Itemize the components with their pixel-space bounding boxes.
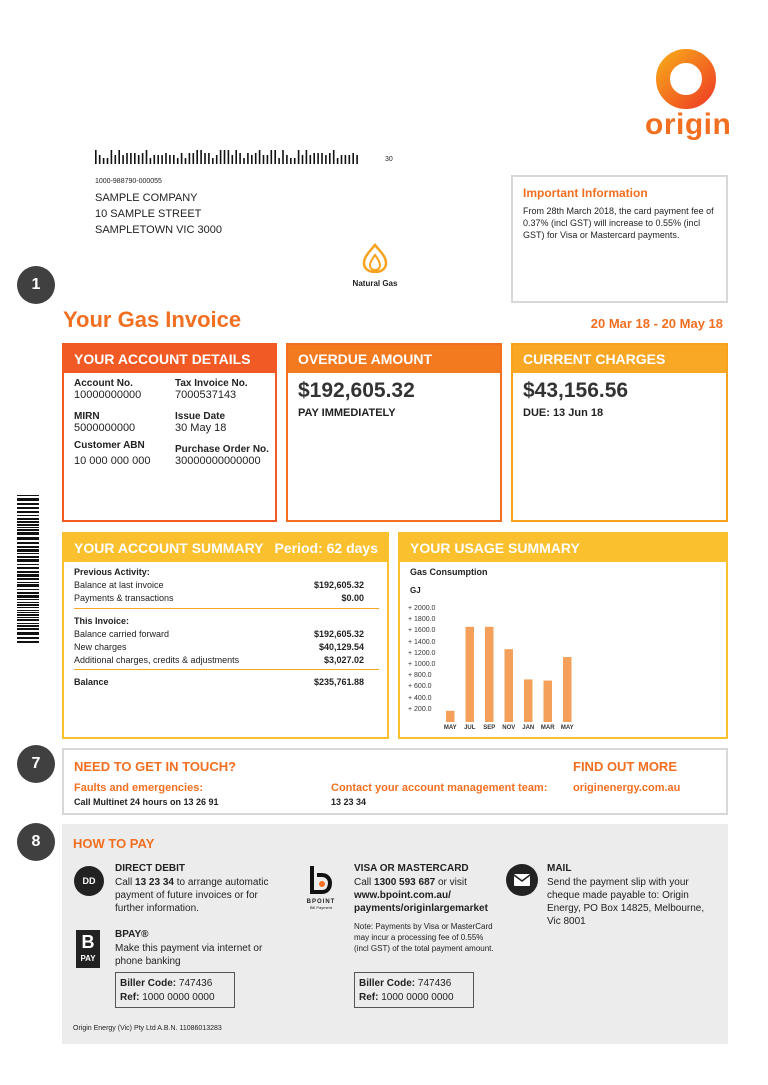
barcode-bar [200, 150, 202, 164]
barcode-bar [298, 150, 300, 164]
barcode-bar [17, 571, 39, 573]
invoice-title: Your Gas Invoice [63, 307, 242, 332]
barcode-bar [173, 155, 175, 164]
barcode-bar [150, 158, 152, 164]
bpay-biller-box [115, 972, 235, 1008]
x-tick-label: MAR [540, 725, 555, 731]
barcode-number: 30 [385, 156, 393, 163]
bpay-icon-b: B [81, 932, 95, 952]
barcode-bar [271, 150, 273, 164]
barcode-bar [17, 578, 39, 580]
balance-row [74, 677, 364, 687]
bpay-body: Make this payment via internet or phone banking [115, 943, 263, 967]
barcode-bar [17, 559, 39, 562]
barcode-bar [134, 153, 136, 164]
account-summary-header [64, 534, 387, 562]
card-title: VISA OR MASTERCARD [354, 863, 469, 874]
section-badge-1: 1 [17, 266, 55, 304]
barcode-bar [99, 155, 101, 164]
customer-abn-label: Customer ABN [74, 440, 145, 451]
usage-summary-box [398, 532, 728, 739]
barcode-bar [302, 155, 304, 164]
account-summary-box [62, 532, 389, 739]
bpoint-label: BPOINT [306, 899, 336, 905]
summary-row [74, 655, 364, 665]
x-axis [408, 600, 608, 730]
contact-team-title: Contact your account management team: [331, 782, 548, 794]
summary-row [74, 629, 364, 639]
biller-label: Biller Code: [359, 978, 416, 989]
tax-invoice-label: Tax Invoice No. [175, 378, 248, 389]
row-label: New charges [74, 642, 127, 652]
mirn-label: MIRN [74, 411, 100, 422]
barcode-bar [17, 567, 39, 569]
row-label: Payments & transactions [74, 593, 174, 603]
mail-body: Send the payment slip with your cheque made payable to: Origin Energy, PO Box 14825, Melbourne, Vic 8001 [547, 877, 705, 927]
barcode-bar [310, 155, 312, 164]
barcode-bar [17, 584, 39, 587]
barcode-bar [126, 153, 128, 164]
balance-value: $235,761.88 [313, 677, 364, 687]
y-tick-label: + 1200.0 [408, 649, 436, 657]
current-charges-header: CURRENT CHARGES [513, 345, 726, 373]
customer-abn-value: 10 000 000 000 [74, 455, 151, 467]
barcode-bar [17, 589, 39, 590]
x-tick-label: MAY [560, 725, 574, 731]
usage-unit: GJ [410, 586, 421, 595]
barcode-bar [239, 153, 241, 164]
barcode-bar [165, 153, 167, 164]
card-call: Call [354, 877, 372, 888]
issue-date-value: 30 May 18 [175, 422, 227, 434]
how-to-pay-header: HOW TO PAY [73, 836, 155, 851]
row-value: $3,027.02 [323, 655, 364, 665]
ref-value: 1000 0000 0000 [142, 992, 215, 1003]
barcode-bar [185, 158, 187, 164]
natural-gas-badge [340, 243, 410, 288]
barcode-bar [216, 155, 218, 164]
purchase-order-label: Purchase Order No. [175, 444, 269, 455]
barcode-bar [17, 574, 39, 577]
barcode-bar [17, 511, 39, 513]
contact-box [62, 748, 728, 815]
barcode-bar [220, 150, 222, 164]
barcode-bar [17, 592, 39, 594]
barcode-bar [325, 155, 327, 164]
card-or: or visit [437, 877, 467, 888]
biller-code: 747436 [417, 978, 452, 989]
ref-value: 1000 0000 0000 [381, 992, 454, 1003]
summary-row [74, 593, 364, 603]
this-invoice-title: This Invoice: [74, 616, 130, 626]
overdue-amount: $192,605.32 [298, 379, 415, 402]
barcode-bar [17, 625, 39, 627]
barcode-bar [345, 155, 347, 164]
side-barcode [17, 495, 39, 645]
x-tick-label: JUL [464, 725, 476, 731]
purchase-order-value: 30000000000000 [175, 455, 261, 467]
barcode-bar [118, 150, 120, 164]
barcode-bar [208, 153, 210, 164]
barcode-bar [352, 153, 354, 164]
address-line-1: SAMPLE COMPANY [95, 192, 198, 204]
barcode-bar [17, 617, 39, 618]
mirn-value: 5000000000 [74, 422, 136, 434]
barcode-bar [17, 521, 39, 523]
barcode-bar [294, 158, 296, 164]
row-value: $0.00 [341, 593, 364, 603]
find-out-more-header: FIND OUT MORE [573, 759, 677, 774]
current-due: DUE: 13 Jun 18 [523, 407, 604, 419]
barcode-bar [282, 150, 284, 164]
dd-icon-text: DD [82, 876, 96, 886]
section-badge-7: 7 [17, 745, 55, 783]
how-to-pay-panel [62, 824, 728, 1044]
account-summary-title: YOUR ACCOUNT SUMMARY [74, 540, 264, 556]
bpay-icon-pay: PAY [80, 954, 96, 963]
current-charges-box [511, 343, 728, 522]
website-link[interactable]: originenergy.com.au [573, 782, 681, 794]
summary-divider [74, 608, 379, 609]
important-info-box [511, 175, 728, 303]
barcode-bar [17, 637, 39, 639]
account-no-label: Account No. [74, 378, 133, 389]
barcode-bar [189, 153, 191, 164]
previous-activity-title: Previous Activity: [74, 567, 150, 577]
barcode-bar [17, 527, 39, 528]
barcode-bar [169, 155, 171, 164]
barcode-bar [259, 150, 261, 164]
bpoint-sub: Bill Payment [309, 905, 333, 910]
bpay-icon [76, 930, 100, 968]
address-line-3: SAMPLETOWN VIC 3000 [95, 224, 222, 236]
y-tick-label: + 1000.0 [408, 661, 436, 668]
barcode-bar [290, 158, 292, 164]
barcode-bar [232, 155, 234, 164]
y-tick-label: + 400.0 [408, 694, 432, 702]
dd-call: Call [115, 877, 133, 888]
fuel-label: Natural Gas [352, 279, 398, 288]
barcode-bar [161, 155, 163, 164]
barcode-bar [17, 532, 39, 535]
barcode-bar [17, 614, 39, 616]
barcode-bar [17, 628, 39, 630]
barcode-bar [157, 155, 159, 164]
barcode-bar [17, 553, 39, 554]
barcode-bar [224, 150, 226, 164]
barcode-bar [17, 612, 39, 613]
row-label: Additional charges, credits & adjustments [74, 655, 240, 665]
biller-label: Biller Code: [120, 978, 177, 989]
direct-debit-body [115, 876, 285, 915]
barcode-bar [17, 546, 39, 548]
barcode-bar [17, 515, 39, 516]
section-badge-8: 8 [17, 823, 55, 861]
usage-subtitle: Gas Consumption [410, 567, 488, 577]
y-tick-label: + 200.0 [408, 705, 432, 713]
row-value: $192,605.32 [313, 580, 364, 590]
barcode-bar [138, 155, 140, 164]
origin-logo [645, 48, 732, 144]
y-tick-label: + 1600.0 [408, 627, 436, 635]
bpoint-logo [296, 864, 346, 914]
summary-row [74, 642, 364, 652]
barcode-bar [193, 153, 195, 164]
barcode-bar [17, 564, 39, 565]
barcode-bar [17, 542, 39, 544]
barcode-bar [306, 150, 308, 164]
faults-title: Faults and emergencies: [74, 782, 203, 794]
barcode-bar [228, 150, 230, 164]
dd-phone: 13 23 34 [135, 877, 174, 888]
ref-label: Ref: [359, 992, 379, 1003]
important-info-body: From 28th March 2018, the card payment fee of 0.37% (incl GST) will increase to 0.55% (incl GST) for Visa or Mastercard payments. [523, 206, 714, 240]
barcode-bar [247, 153, 249, 164]
barcode-bar [130, 153, 132, 164]
barcode-bar [17, 623, 39, 624]
barcode-bar [17, 495, 39, 496]
card-phone: 1300 593 687 [374, 877, 436, 888]
barcode-bar [17, 632, 39, 635]
flame-icon [362, 243, 388, 273]
postal-barcode [95, 150, 365, 164]
barcode-bar [181, 153, 183, 164]
faults-body: Call Multinet 24 hours on 13 26 91 [74, 797, 219, 807]
invoice-period: 20 Mar 18 - 20 May 18 [590, 316, 723, 331]
barcode-bar [333, 150, 335, 164]
barcode-bar [111, 150, 113, 164]
row-label: Balance at last invoice [74, 580, 164, 590]
barcode-bar [17, 518, 39, 520]
barcode-bar [17, 610, 39, 611]
barcode-bar [235, 150, 237, 164]
y-tick-label: + 1800.0 [408, 616, 436, 624]
barcode-bar [17, 503, 39, 505]
barcode-bar [17, 604, 39, 606]
origin-ring-icon [645, 48, 727, 110]
x-tick-label: JAN [522, 725, 535, 731]
bpoint-icon [308, 864, 334, 894]
barcode-bar [263, 155, 265, 164]
origin-wordmark: origin [645, 108, 732, 141]
barcode-bar [17, 602, 39, 603]
barcode-bar [17, 599, 39, 600]
account-ref: 1000-988790-000055 [95, 178, 162, 185]
barcode-bar [154, 155, 156, 164]
dd-rest: to arrange automatic payment of future invoices or for further information. [115, 877, 269, 914]
x-tick-label: SEP [483, 725, 496, 731]
barcode-bar [243, 158, 245, 164]
barcode-bar [212, 158, 214, 164]
barcode-bar [356, 155, 358, 164]
account-details-header: YOUR ACCOUNT DETAILS [64, 345, 275, 373]
overdue-header: OVERDUE AMOUNT [288, 345, 500, 373]
barcode-bar [17, 595, 39, 598]
barcode-bar [286, 155, 288, 164]
barcode-bar [177, 158, 179, 164]
barcode-bar [17, 549, 39, 552]
barcode-bar [17, 529, 39, 531]
envelope-icon [506, 864, 538, 896]
barcode-bar [251, 155, 253, 164]
y-tick-label: + 1400.0 [408, 638, 436, 646]
row-value: $192,605.32 [313, 629, 364, 639]
barcode-bar [337, 158, 339, 164]
barcode-bar [278, 158, 280, 164]
y-tick-label: + 600.0 [408, 683, 432, 691]
barcode-bar [17, 524, 39, 526]
barcode-bar [349, 155, 351, 164]
overdue-note: PAY IMMEDIATELY [298, 407, 396, 419]
issue-date-label: Issue Date [175, 411, 226, 422]
barcode-bar [115, 155, 117, 164]
barcode-bar [267, 155, 269, 164]
usage-chart [408, 600, 608, 730]
account-details-box [62, 343, 277, 522]
barcode-bar [17, 619, 39, 621]
row-label: Balance carried forward [74, 629, 170, 639]
barcode-bar [17, 507, 39, 509]
barcode-bar [17, 607, 39, 608]
contact-team-phone: 13 23 34 [331, 797, 367, 807]
row-value: $40,129.54 [318, 642, 364, 652]
barcode-bar [17, 498, 39, 501]
barcode-bar [317, 153, 319, 164]
mail-icon [506, 864, 538, 896]
card-body [354, 876, 504, 915]
account-summary-period: Period: 62 days [274, 540, 378, 556]
direct-debit-title: DIRECT DEBIT [115, 863, 185, 874]
biller-code: 747436 [178, 978, 213, 989]
barcode-bar [204, 153, 206, 164]
y-tick-label: + 800.0 [408, 672, 432, 680]
barcode-bar [17, 641, 39, 643]
barcode-bar [329, 153, 331, 164]
barcode-bar [17, 537, 39, 540]
barcode-bar [103, 158, 105, 164]
x-tick-label: MAY [443, 725, 457, 731]
card-url[interactable]: www.bpoint.com.au/ payments/originlargemarket [354, 890, 488, 914]
x-tick-label: NOV [502, 725, 516, 731]
barcode-bar [17, 556, 39, 558]
footer-abn: Origin Energy (Vic) Pty Ltd A.B.N. 11086013283 [73, 1025, 222, 1032]
address-line-2: 10 SAMPLE STREET [95, 208, 202, 220]
important-info-title: Important Information [523, 186, 648, 200]
barcode-bar [313, 153, 315, 164]
barcode-bar [274, 150, 276, 164]
barcode-bar [196, 150, 198, 164]
tax-invoice-value: 7000537143 [175, 389, 237, 401]
y-tick-label: + 2000.0 [408, 605, 436, 612]
current-amount: $43,156.56 [523, 379, 629, 402]
bpay-title: BPAY® [115, 929, 149, 940]
barcode-bar [107, 158, 109, 164]
barcode-bar [321, 153, 323, 164]
barcode-bar [17, 582, 39, 583]
contact-header: NEED TO GET IN TOUCH? [74, 759, 237, 774]
usage-summary-header: YOUR USAGE SUMMARY [400, 534, 726, 562]
barcode-bar [341, 155, 343, 164]
summary-row [74, 580, 364, 590]
direct-debit-icon [74, 866, 104, 896]
address-block [95, 190, 222, 238]
barcode-bar [255, 153, 257, 164]
ref-label: Ref: [120, 992, 140, 1003]
barcode-bar [142, 153, 144, 164]
mail-title: MAIL [547, 863, 572, 874]
barcode-bar [146, 150, 148, 164]
card-biller-box [354, 972, 474, 1008]
barcode-bar [122, 155, 124, 164]
balance-label: Balance [74, 677, 109, 687]
card-note: Note: Payments by Visa or MasterCard may incur a processing fee of 0.55% (incl GST) of the total payment amount. [354, 922, 494, 953]
account-no-value: 10000000000 [74, 389, 142, 401]
overdue-amount-box [286, 343, 502, 522]
summary-divider [74, 669, 379, 670]
barcode-bar [95, 150, 97, 164]
